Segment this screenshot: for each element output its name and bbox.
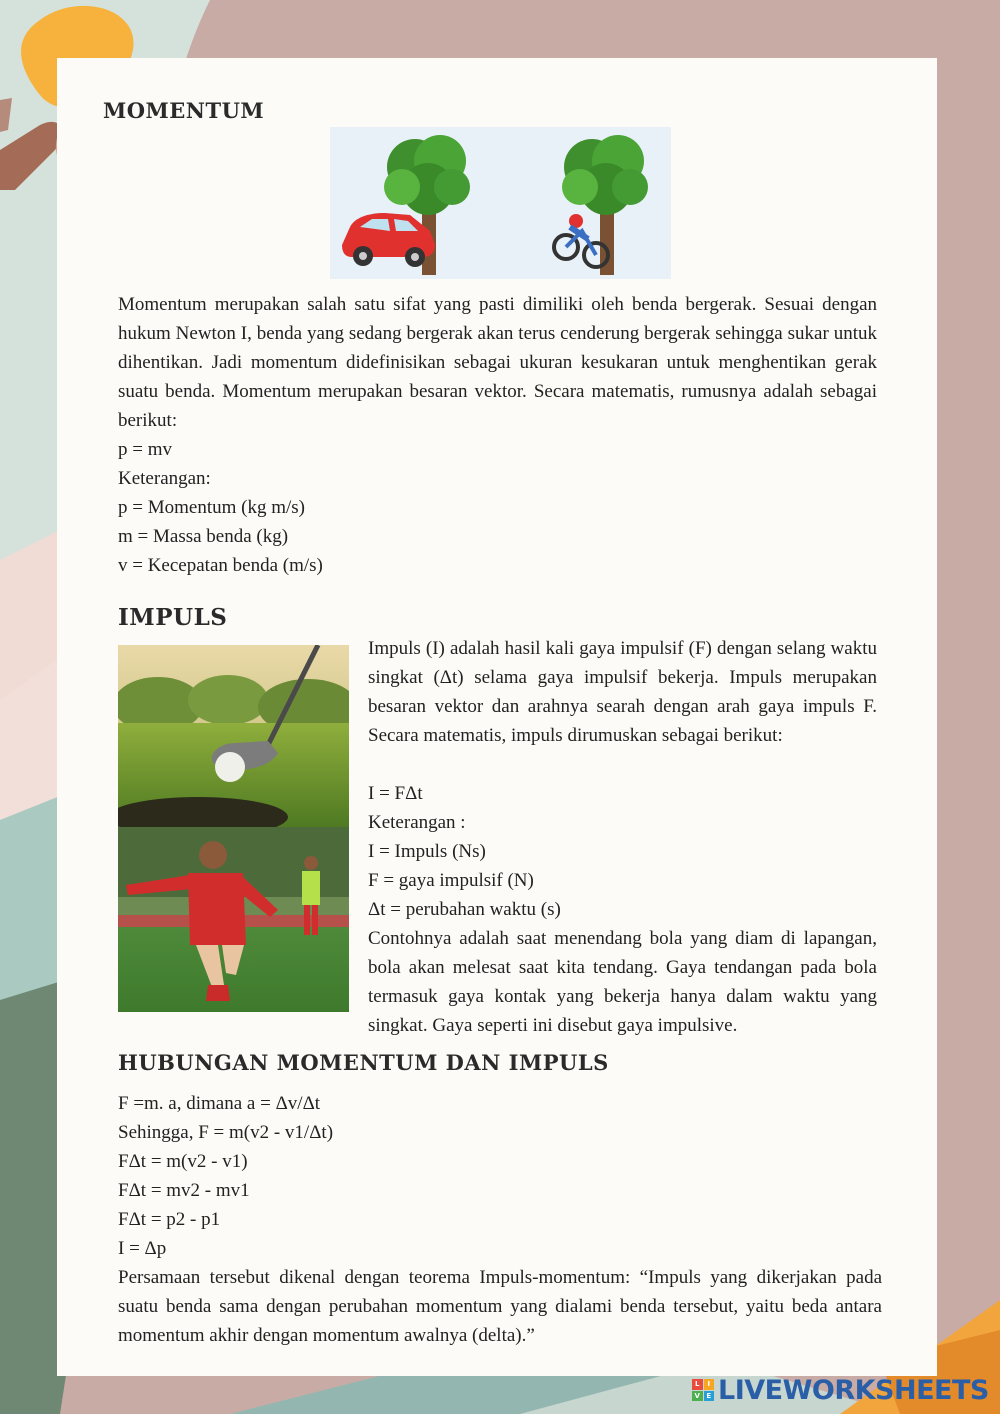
hubungan-paragraph: Persamaan tersebut dikenal dengan teorema Impuls-momentum: “Impuls yang dikerjakan pada suatu benda sama dengan perubahan momentum yang dialami benda tersebut, yaitu beda antara momentum akhir dengan momentum awalnya (delta).” bbox=[118, 1267, 882, 1346]
hubungan-line-1: F =m. a, dimana a = Δv/Δt bbox=[118, 1093, 321, 1114]
momentum-definition-m: m = Massa benda (kg) bbox=[118, 526, 289, 547]
impuls-definition-dt: Δt = perubahan waktu (s) bbox=[368, 899, 561, 920]
liveworksheets-logo[interactable] bbox=[692, 1374, 989, 1406]
liveworksheets-logo-icon bbox=[692, 1379, 714, 1401]
liveworksheets-logo-text: LIVEWORKSHEETS bbox=[718, 1374, 989, 1406]
golf-photo bbox=[118, 645, 349, 837]
soccer-photo bbox=[118, 827, 349, 1012]
impuls-example-paragraph: Contohnya adalah saat menendang bola yang diam di lapangan, bola akan melesat saat kita tendang. Gaya tendangan pada bola termasuk gaya kontak yang bekerja hanya dalam waktu yang singkat. Gaya seperti ini disebut gaya impulsive. bbox=[368, 928, 877, 1036]
collision-illustration bbox=[330, 127, 671, 279]
momentum-keterangan: Keterangan: bbox=[118, 468, 211, 489]
logo-mark-letter-2: I bbox=[704, 1379, 715, 1390]
hubungan-line-6: I = Δp bbox=[118, 1238, 167, 1259]
impuls-formula: I = FΔt bbox=[368, 783, 423, 804]
logo-mark-letter-3: V bbox=[692, 1391, 703, 1402]
impuls-keterangan: Keterangan : bbox=[368, 812, 466, 833]
impuls-definition-i: I = Impuls (Ns) bbox=[368, 841, 486, 862]
hubungan-line-5: FΔt = p2 - p1 bbox=[118, 1209, 221, 1230]
momentum-heading: MOMENTUM bbox=[103, 98, 265, 123]
hubungan-line-3: FΔt = m(v2 - v1) bbox=[118, 1151, 248, 1172]
momentum-formula: p = mv bbox=[118, 439, 172, 460]
hubungan-heading: HUBUNGAN MOMENTUM DAN IMPULS bbox=[118, 1050, 609, 1075]
hubungan-line-2: Sehingga, F = m(v2 - v1/Δt) bbox=[118, 1122, 334, 1143]
impuls-definition-f: F = gaya impulsif (N) bbox=[368, 870, 534, 891]
impuls-heading: IMPULS bbox=[118, 604, 228, 631]
momentum-definition-v: v = Kecepatan benda (m/s) bbox=[118, 555, 323, 576]
momentum-definition-p: p = Momentum (kg m/s) bbox=[118, 497, 305, 518]
logo-mark-letter-1: L bbox=[692, 1379, 703, 1390]
logo-mark-letter-4: E bbox=[704, 1391, 715, 1402]
impuls-paragraph: Impuls (I) adalah hasil kali gaya impulsif (F) dengan selang waktu singkat (Δt) selama gaya impulsif bekerja. Impuls merupakan besaran vektor dan arahnya searah dengan arah gaya impuls F. Secara matematis, impuls dirumuskan sebagai berikut: bbox=[368, 638, 877, 746]
momentum-paragraph: Momentum merupakan salah satu sifat yang pasti dimiliki oleh benda bergerak. Sesuai dengan hukum Newton I, benda yang sedang bergerak akan terus cenderung bergerak sehingga sukar untuk dihentikan. Jadi momentum didefinisikan sebagai ukuran kesukaran untuk menghentikan gerak suatu benda. Momentum merupakan besaran vektor. Secara matematis, rumusnya adalah sebagai berikut: bbox=[118, 294, 877, 431]
impulse-photos bbox=[118, 645, 349, 1012]
hubungan-line-4: FΔt = mv2 - mv1 bbox=[118, 1180, 250, 1201]
